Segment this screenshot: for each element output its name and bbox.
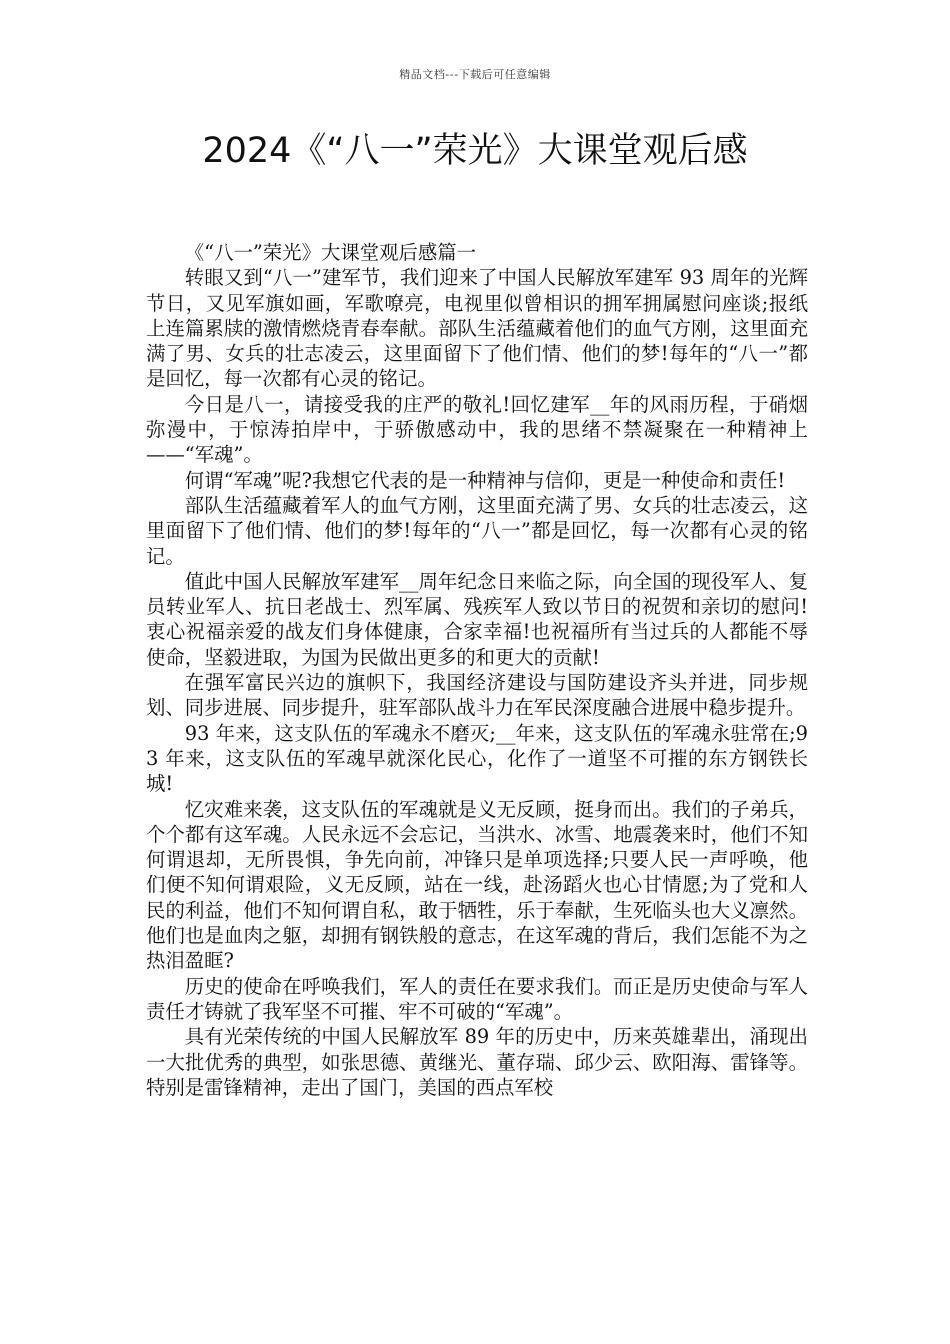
header-note: 精品文档---下载后可任意编辑 xyxy=(399,68,551,81)
paragraph: 在强军富民兴边的旗帜下，我国经济建设与国防建设齐头并进，同步规划、同步进展、同步提升，驻军部队战斗力在军民深度融合进展中稳步提升。 xyxy=(146,671,808,720)
section-heading: 《“八一”荣光》大课堂观后感篇一 xyxy=(184,241,477,264)
paragraph: 值此中国人民解放军建军__周年纪念日来临之际，向全国的现役军人、复员转业军人、抗日老战士、烈军属、残疾军人致以节日的祝贺和亲切的慰问!衷心祝福亲爱的战友们身体健康，合家幸福!也祝福所有当过兵的人都能不辱使命，坚毅进取，为国为民做出更多的和更大的贡献! xyxy=(146,569,808,669)
paragraph: 历史的使命在呼唤我们，军人的责任在要求我们。而正是历史使命与军人责任才铸就了我军坚不可摧、牢不可破的“军魂”。 xyxy=(146,974,808,1023)
document-title: 2024《“八一”荣光》大课堂观后感 xyxy=(202,131,748,171)
document-body xyxy=(146,240,808,1100)
paragraph: 具有光荣传统的中国人民解放军 89 年的历史中，历来英雄辈出，涌现出一大批优秀的典型，如张思德、黄继光、董存瑞、邱少云、欧阳海、雷锋等。特别是雷锋精神，走出了国门，美国的西点军校 xyxy=(146,1025,808,1099)
paragraph: 部队生活蕴藏着军人的血气方刚，这里面充满了男、女兵的壮志凌云，这里面留下了他们情、他们的梦!每年的“八一”都是回忆，每一次都有心灵的铭记。 xyxy=(146,493,808,568)
paragraph: 93 年来，这支队伍的军魂永不磨灭;__年来，这支队伍的军魂永驻常在;93 年来，这支队伍的军魂早就深化民心，化作了一道坚不可摧的东方钢铁长城! xyxy=(146,721,808,796)
paragraph: 转眼又到“八一”建军节，我们迎来了中国人民解放军建军 93 周年的光辉节日，又见军旗如画，军歌嘹亮，电视里似曾相识的拥军拥属慰问座谈;报纸上连篇累牍的激情燃烧青春奉献。部队生活蕴藏着他们的血气方刚，这里面充满了男、女兵的壮志凌云，这里面留下了他们情、他们的梦!每年的“八一”都是回忆，每一次都有心灵的铭记。 xyxy=(146,266,808,391)
paragraph: 今日是八一，请接受我的庄严的敬礼!回忆建军__年的风雨历程，于硝烟弥漫中，于惊涛拍岸中，于骄傲感动中，我的思绪不禁凝聚在一种精神上——“军魂”。 xyxy=(146,392,808,467)
paragraph: 忆灾难来袭，这支队伍的军魂就是义无反顾，挺身而出。我们的子弟兵，个个都有这军魂。人民永远不会忘记，当洪水、冰雪、地震袭来时，他们不知何谓退却，无所畏惧，争先向前，冲锋只是单项选择;只要人民一声呼唤，他们便不知何谓艰险，义无反顾，站在一线，赴汤蹈火也心甘情愿;为了党和人民的利益，他们不知何谓自私，敢于牺牲，乐于奉献，生死临头也大义凛然。他们也是血肉之躯，却拥有钢铁般的意志，在这军魂的背后，我们怎能不为之热泪盈眶? xyxy=(146,797,808,973)
paragraph: 何谓“军魂”呢?我想它代表的是一种精神与信仰，更是一种使命和责任! xyxy=(184,468,786,492)
